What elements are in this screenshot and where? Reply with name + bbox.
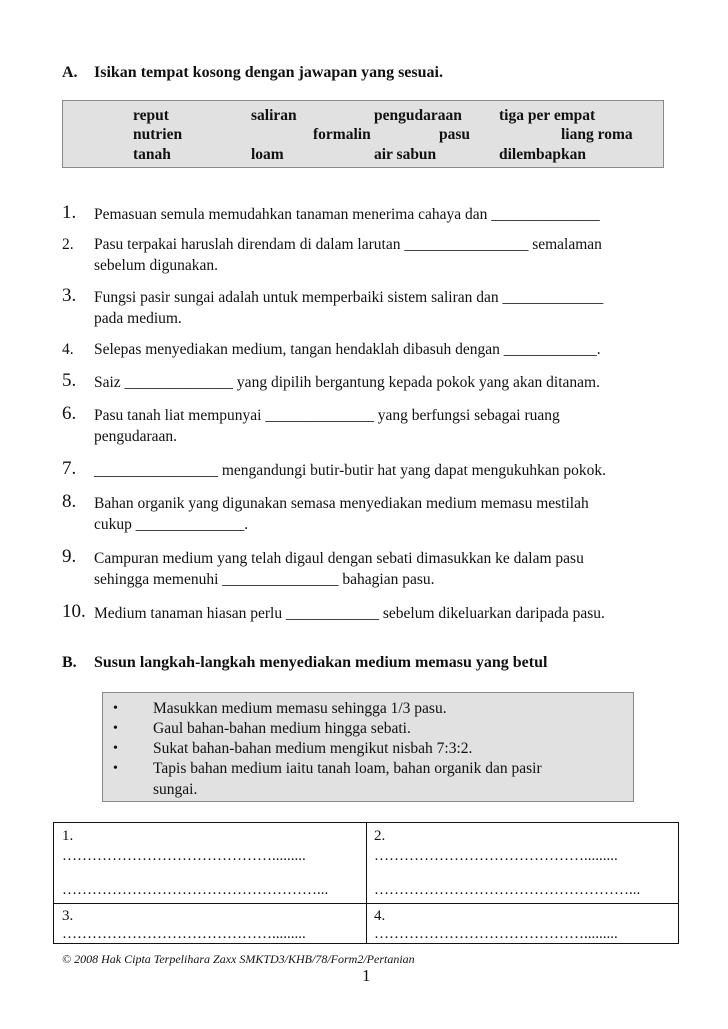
- question-number: 6.: [62, 403, 77, 424]
- word-bank-item: pasu: [439, 126, 471, 143]
- word-bank-item: air sabun: [374, 146, 437, 163]
- answer-cell-dots[interactable]: …………………………………….........: [374, 848, 618, 864]
- answer-cell-label: 1.: [62, 828, 74, 844]
- answer-cell-label: 2.: [374, 828, 386, 844]
- page-number: 1: [362, 966, 371, 985]
- question-text: Selepas menyediakan medium, tangan hendaklah dibasuh dengan ____________.: [94, 341, 601, 358]
- word-bank-box: [62, 100, 664, 168]
- question-text: ________________ mengandungi butir-butir hat yang dapat mengukuhkan pokok.: [94, 462, 606, 479]
- table-divider-vertical: [366, 823, 367, 943]
- answer-cell-label: 3.: [62, 908, 74, 924]
- question-text: Bahan organik yang digunakan semasa menyediakan medium memasu mestilah: [94, 495, 589, 512]
- answer-cell-dots[interactable]: ……………………………………………...: [374, 882, 641, 898]
- answer-cell-dots[interactable]: …………………………………….........: [62, 848, 306, 864]
- table-divider-horizontal: [54, 903, 678, 904]
- question-number: 5.: [62, 370, 77, 391]
- section-a-heading: [62, 64, 443, 82]
- question-text: Campuran medium yang telah digaul dengan sebati dimasukkan ke dalam pasu: [94, 550, 584, 567]
- question-number: 10.: [62, 601, 86, 622]
- question-text-line2: cukup ______________.: [94, 516, 249, 533]
- question-text-line2: pengudaraan.: [94, 428, 178, 445]
- answer-cell-dots[interactable]: …………………………………….........: [374, 926, 618, 942]
- answer-table: [53, 822, 679, 944]
- step-text-line2: sungai.: [153, 781, 198, 798]
- copyright-footer: © 2008 Hak Cipta Terpelihara Zaxx SMKTD3/KHB/78/Form2/Pertanian: [62, 952, 415, 966]
- question-text: Fungsi pasir sungai adalah untuk memperbaiki sistem saliran dan _____________: [94, 289, 604, 306]
- bullet-icon: •: [113, 741, 118, 756]
- question-number: 4.: [62, 341, 74, 358]
- section-a-letter: A.: [62, 64, 78, 81]
- bullet-icon: •: [113, 761, 118, 776]
- word-bank-item: saliran: [251, 107, 297, 124]
- question-text: Saiz ______________ yang dipilih bergantung kepada pokok yang akan ditanam.: [94, 374, 600, 391]
- section-b-heading: [62, 654, 547, 672]
- word-bank-item: tiga per empat: [499, 107, 596, 124]
- question-text: Pasu tanah liat mempunyai ______________ yang berfungsi sebagai ruang: [94, 407, 560, 424]
- step-text: Sukat bahan-bahan medium mengikut nisbah 7:3:2.: [153, 740, 473, 757]
- word-bank-item: formalin: [313, 126, 371, 143]
- word-bank-item: loam: [251, 146, 284, 163]
- word-bank-item: nutrien: [133, 126, 183, 143]
- question-text-line2: sehingga memenuhi _______________ bahagian pasu.: [94, 571, 435, 588]
- question-number: 3.: [62, 285, 77, 306]
- section-b-letter: B.: [62, 654, 77, 671]
- answer-cell-dots[interactable]: …………………………………….........: [62, 926, 306, 942]
- step-text: Gaul bahan-bahan medium hingga sebati.: [153, 720, 411, 737]
- answer-cell-dots[interactable]: ……………………………………………...: [62, 882, 329, 898]
- step-text: Masukkan medium memasu sehingga 1/3 pasu.: [153, 700, 447, 717]
- section-b-instruction: Susun langkah-langkah menyediakan medium memasu yang betul: [94, 654, 548, 671]
- bullet-icon: •: [113, 721, 118, 736]
- word-bank-item: tanah: [133, 146, 171, 163]
- step-text: Tapis bahan medium iaitu tanah loam, bahan organik dan pasir: [153, 760, 542, 777]
- word-bank-item: reput: [133, 107, 169, 124]
- question-number: 1.: [62, 202, 77, 223]
- question-text: Pasu terpakai haruslah direndam di dalam larutan ________________ semalaman: [94, 236, 602, 253]
- word-bank-item: pengudaraan: [374, 107, 462, 124]
- question-text: Pemasuan semula memudahkan tanaman menerima cahaya dan ______________: [94, 206, 600, 223]
- question-number: 7.: [62, 458, 77, 479]
- question-text-line2: sebelum digunakan.: [94, 257, 218, 274]
- word-bank-item: liang roma: [561, 126, 633, 143]
- question-number: 8.: [62, 491, 77, 512]
- question-number: 2.: [62, 236, 74, 253]
- word-bank-item: dilembapkan: [499, 146, 587, 163]
- question-number: 9.: [62, 546, 77, 567]
- answer-cell-label: 4.: [374, 908, 386, 924]
- section-a-instruction: Isikan tempat kosong dengan jawapan yang sesuai.: [94, 64, 443, 81]
- steps-box: [102, 692, 634, 802]
- question-text-line2: pada medium.: [94, 310, 182, 327]
- bullet-icon: •: [113, 701, 118, 716]
- question-text: Medium tanaman hiasan perlu ____________ sebelum dikeluarkan daripada pasu.: [94, 605, 605, 622]
